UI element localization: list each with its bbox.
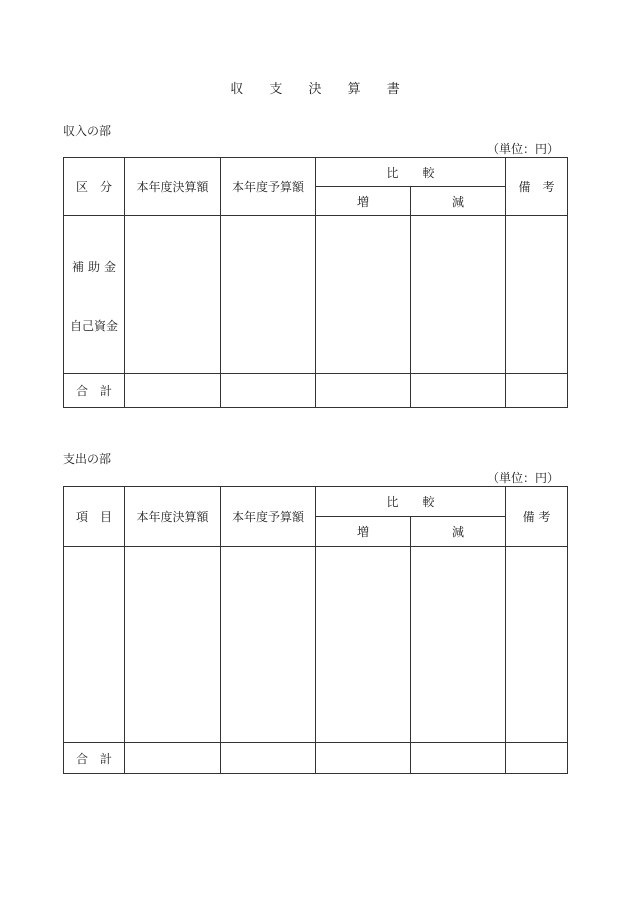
income-table [63, 157, 568, 408]
income-total-budget-cell[interactable] [221, 374, 316, 408]
expense-current-actual-cell[interactable] [125, 547, 221, 743]
expense-total-budget-cell[interactable] [221, 743, 316, 774]
expense-table [63, 486, 568, 774]
income-item-own-funds: 自己資金 [69, 319, 118, 333]
expense-body-row [64, 547, 568, 743]
income-total-decrease-cell[interactable] [411, 374, 506, 408]
income-total-increase-cell[interactable] [316, 374, 411, 408]
expense-total-row [64, 743, 568, 774]
income-remarks-cell[interactable] [506, 216, 568, 374]
income-section-label: 収入の部 [63, 124, 112, 138]
expense-header-current-actual: 本年度決算額 [125, 487, 221, 547]
income-increase-cell[interactable] [316, 216, 411, 374]
income-items-cell [64, 216, 125, 374]
income-header-current-actual: 本年度決算額 [125, 158, 221, 216]
income-header-increase: 増 [316, 187, 411, 216]
income-body-row [64, 216, 568, 374]
document-title: 収 支 決 算 書 [230, 82, 411, 97]
income-total-remarks-cell[interactable] [506, 374, 568, 408]
income-unit-label: （単位：円） [486, 142, 559, 156]
expense-decrease-cell[interactable] [411, 547, 506, 743]
expense-header-category: 項 目 [64, 487, 125, 547]
income-total-row [64, 374, 568, 408]
income-header-current-budget: 本年度予算額 [221, 158, 316, 216]
expense-total-label: 合 計 [64, 743, 125, 774]
income-decrease-cell[interactable] [411, 216, 506, 374]
expense-items-cell[interactable] [64, 547, 125, 743]
expense-remarks-cell[interactable] [506, 547, 568, 743]
income-header-category: 区 分 [64, 158, 125, 216]
income-item-subsidy: 補助金 [71, 260, 120, 274]
income-current-actual-cell[interactable] [125, 216, 221, 374]
expense-total-increase-cell[interactable] [316, 743, 411, 774]
expense-header-comparison: 比 較 [316, 487, 506, 517]
expense-current-budget-cell[interactable] [221, 547, 316, 743]
expense-increase-cell[interactable] [316, 547, 411, 743]
expense-header-decrease: 減 [411, 517, 506, 547]
expense-total-remarks-cell[interactable] [506, 743, 568, 774]
income-header-decrease: 減 [411, 187, 506, 216]
income-current-budget-cell[interactable] [221, 216, 316, 374]
income-total-label: 合 計 [64, 374, 125, 408]
income-header-comparison: 比 較 [316, 158, 506, 187]
expense-total-decrease-cell[interactable] [411, 743, 506, 774]
expense-total-actual-cell[interactable] [125, 743, 221, 774]
income-header-remarks: 備 考 [506, 158, 568, 216]
expense-header-increase: 増 [316, 517, 411, 547]
income-total-actual-cell[interactable] [125, 374, 221, 408]
expense-unit-label: （単位：円） [486, 471, 559, 485]
expense-header-remarks: 備 考 [506, 487, 568, 547]
expense-section-label: 支出の部 [63, 452, 112, 466]
expense-header-current-budget: 本年度予算額 [221, 487, 316, 547]
